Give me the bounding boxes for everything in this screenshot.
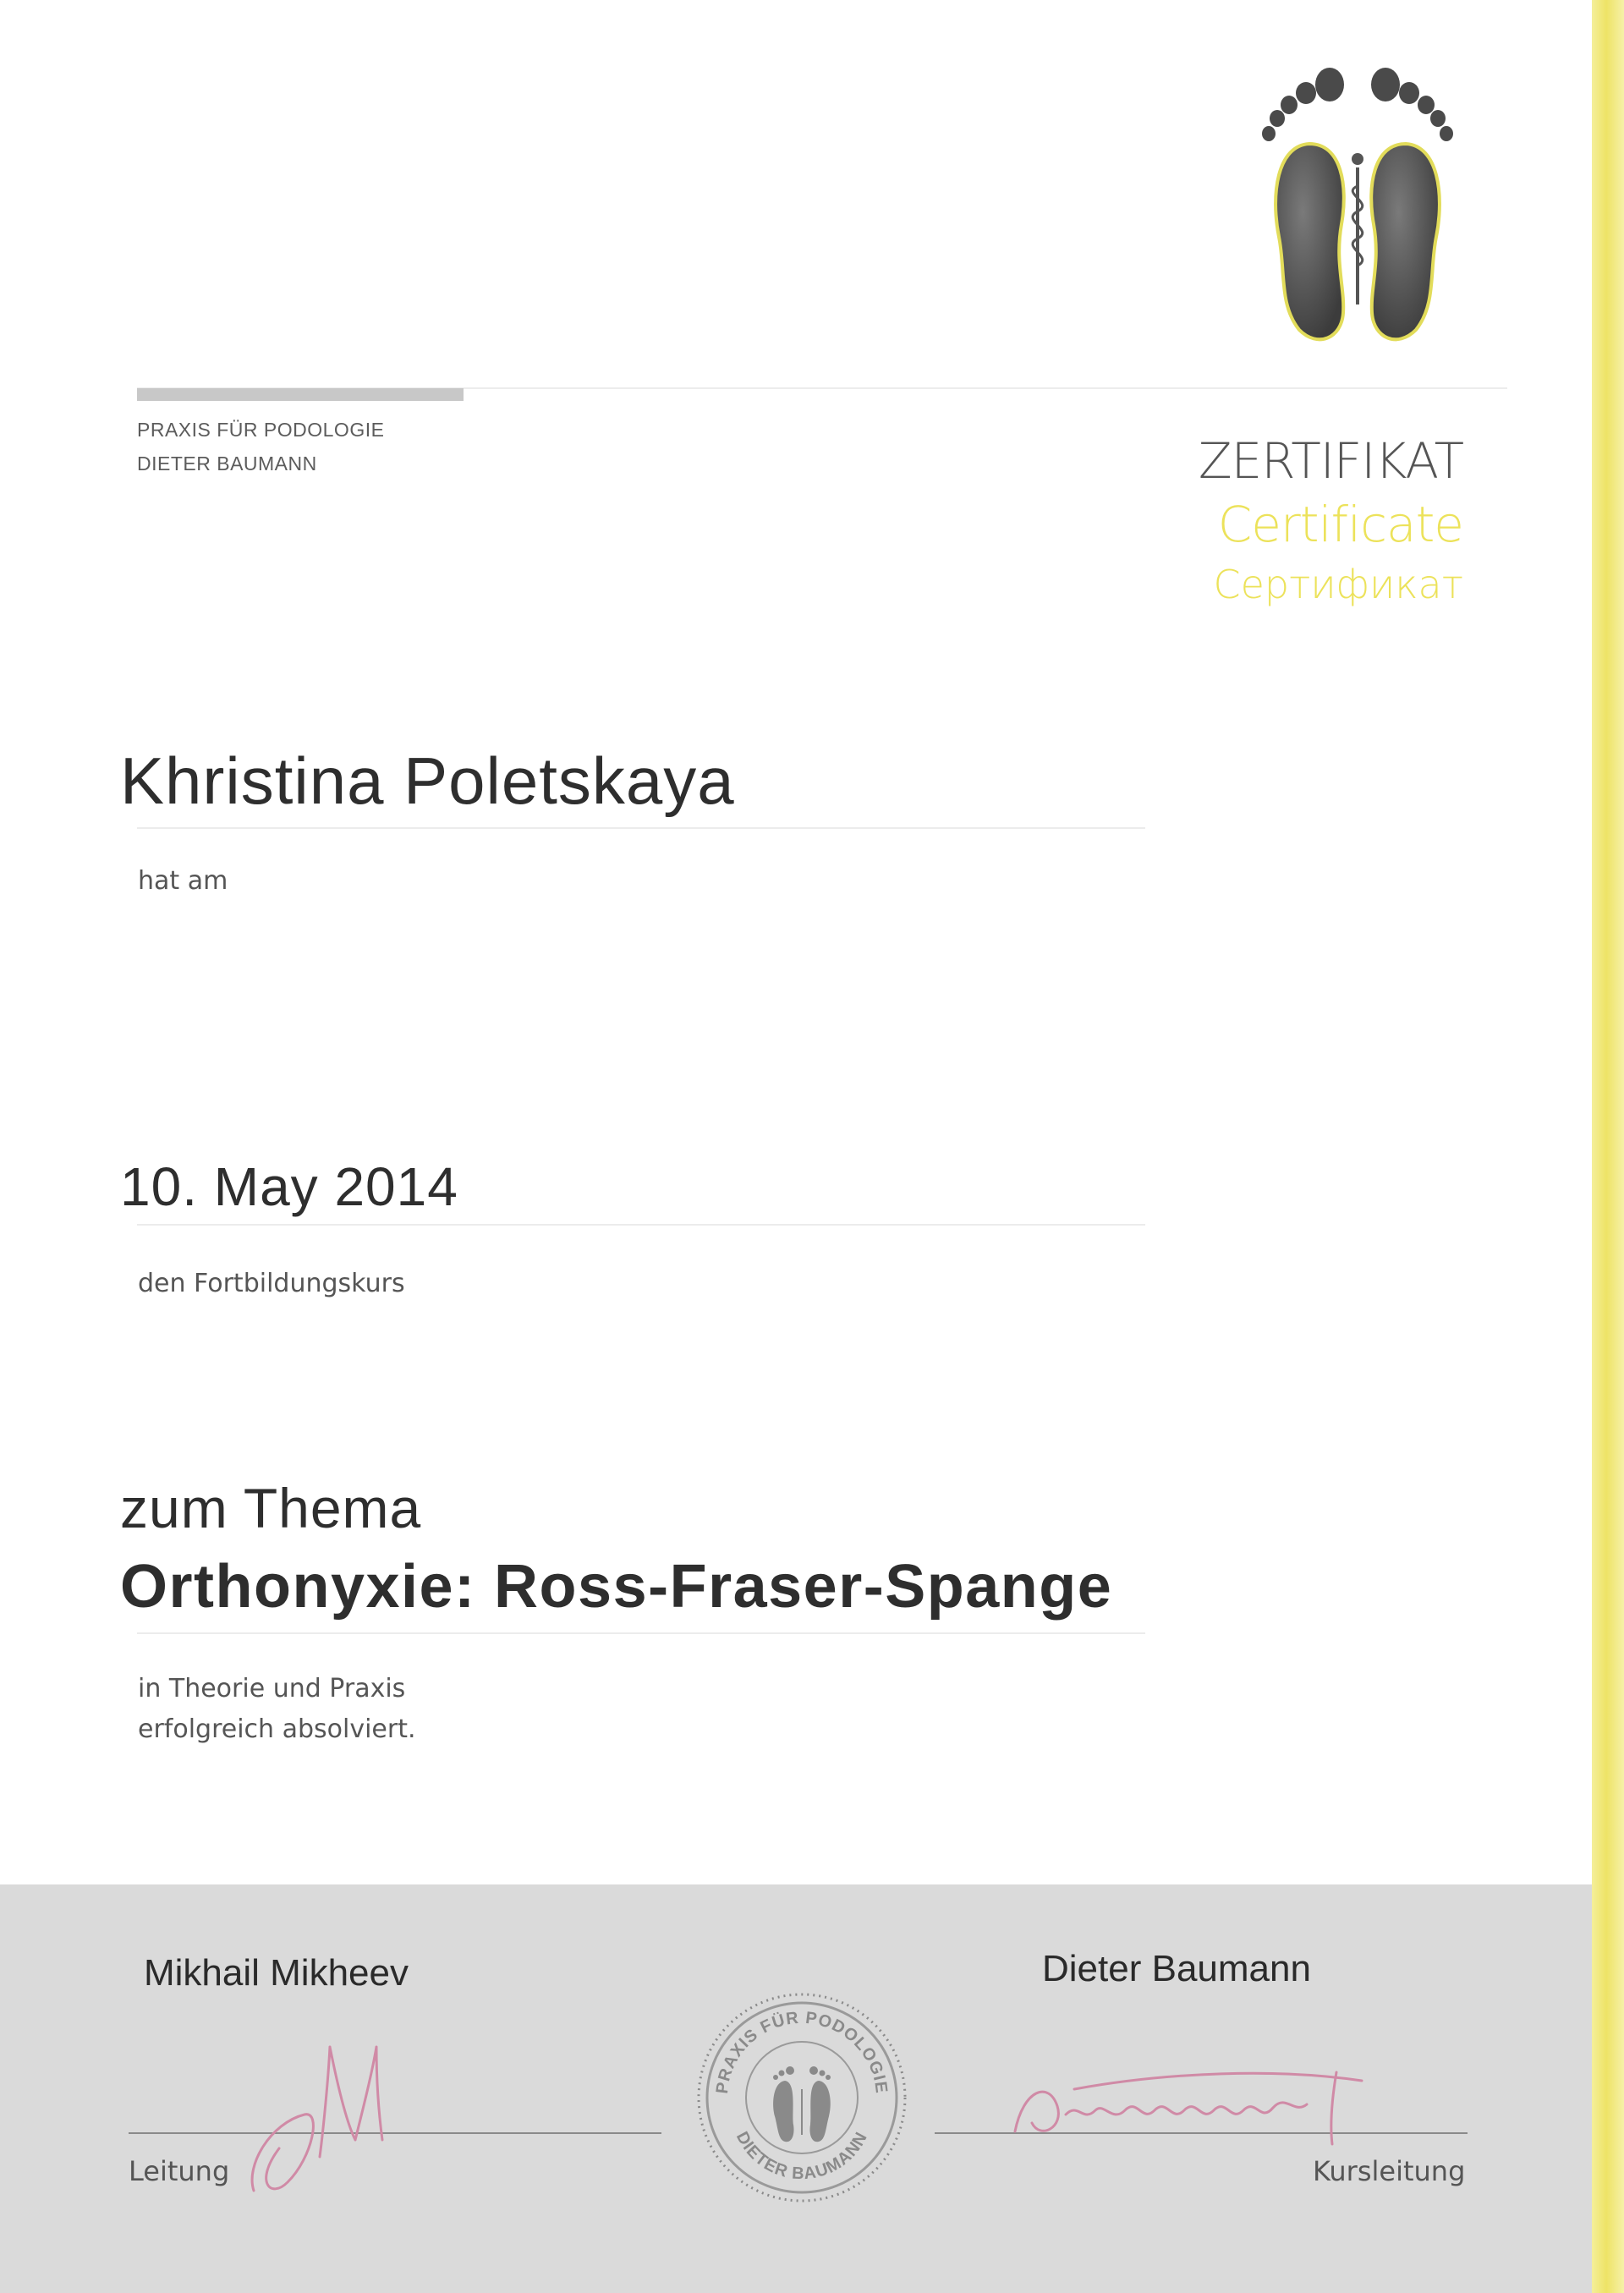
date-underline [137, 1224, 1145, 1226]
left-signatory-role: Leitung [129, 2155, 230, 2187]
completion-text [138, 1669, 416, 1750]
header-accent-bar [137, 388, 464, 401]
completion-line2: erfolgreich absolviert. [138, 1714, 416, 1744]
course-intro-label: den Fortbildungskurs [138, 1269, 405, 1298]
practice-name-line1: PRAXIS FÜR PODOLOGIE [137, 419, 385, 441]
practice-name-line2: DIETER BAUMANN [137, 453, 317, 475]
hat-am-label: hat am [138, 866, 228, 896]
yellow-edge-strip [1592, 0, 1624, 2293]
course-topic: Orthonyxie: Ross-Fraser-Spange [120, 1553, 1113, 1621]
practice-name [137, 413, 384, 480]
topic-label: zum Thema [120, 1477, 422, 1539]
left-handwritten-signature [228, 2013, 414, 2208]
left-signatory-name: Mikhail Mikheev [144, 1952, 409, 1994]
course-date: 10. May 2014 [120, 1156, 458, 1217]
name-underline [137, 827, 1145, 829]
right-signatory-name: Dieter Baumann [1042, 1948, 1311, 1989]
svg-text:DIETER BAUMANN: DIETER BAUMANN [732, 2128, 872, 2184]
right-foot-shape [1371, 68, 1453, 339]
left-foot-shape [1262, 68, 1344, 339]
topic-underline [137, 1632, 1145, 1634]
completion-line1: in Theorie und Praxis [138, 1674, 406, 1703]
feet-logo-icon [1218, 51, 1497, 372]
svg-text:PRAXIS FÜR PODOLOGIE: PRAXIS FÜR PODOLOGIE [712, 2008, 892, 2095]
title-russian: Сертификат [1213, 562, 1463, 607]
title-english: Certificate [1217, 496, 1463, 553]
participant-name: Khristina Poletskaya [120, 743, 735, 818]
practice-seal-stamp [694, 1989, 910, 2206]
right-handwritten-signature [998, 2055, 1421, 2157]
seal-feet-icon [773, 2066, 831, 2142]
certificate-title-block [1199, 428, 1463, 614]
right-signatory-role: Kursleitung [1313, 2155, 1466, 2187]
staff-of-asclepius-icon [1352, 153, 1363, 304]
title-german: ZERTIFIKAT [1198, 432, 1463, 490]
